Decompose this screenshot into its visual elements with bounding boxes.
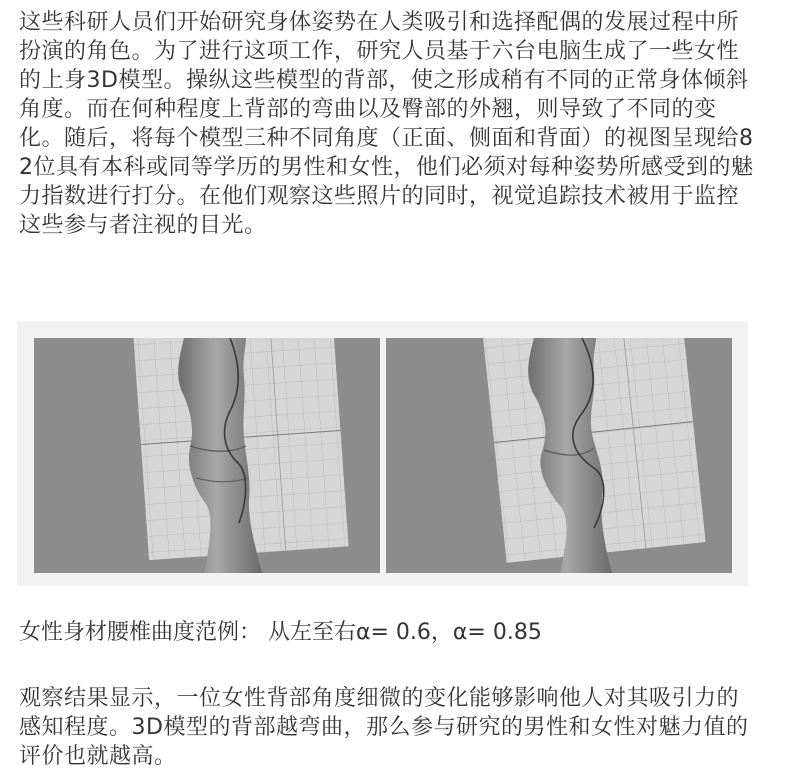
intro-paragraph: 这些科研人员们开始研究身体姿势在人类吸引和选择配偶的发展过程中所扮演的角色。为了进行这项工作，研究人员基于六台电脑生成了一些女性的上身3D模型。操纵这些模型的背部，使之形成稍有不同的正常身体倾斜角度。而在何种程度上背部的弯曲以及臀部的外翘，则导致了不同的变化。随后，将每个模型三种不同角度（正面、侧面和背面）的视图呈现给82位具有本科或同等学历的男性和女性，他们必须对每种姿势所感受到的魅力指数进行打分。在他们观察这些照片的同时，视觉追踪技术被用于监控这些参与者注视的目光。 bbox=[19, 10, 754, 238]
model-image-left bbox=[34, 338, 380, 573]
model-image-right bbox=[386, 338, 732, 573]
figure-caption: 女性身材腰椎曲度范例： 从左至右α= 0.6，α= 0.85 bbox=[19, 620, 542, 645]
figure bbox=[17, 321, 748, 586]
conclusion-paragraph: 观察结果显示，一位女性背部角度细微的变化能够影响他人对其吸引力的感知程度。3D模型的背部越弯曲，那么参与研究的男性和女性对魅力值的评价也就越高。 bbox=[19, 686, 749, 769]
